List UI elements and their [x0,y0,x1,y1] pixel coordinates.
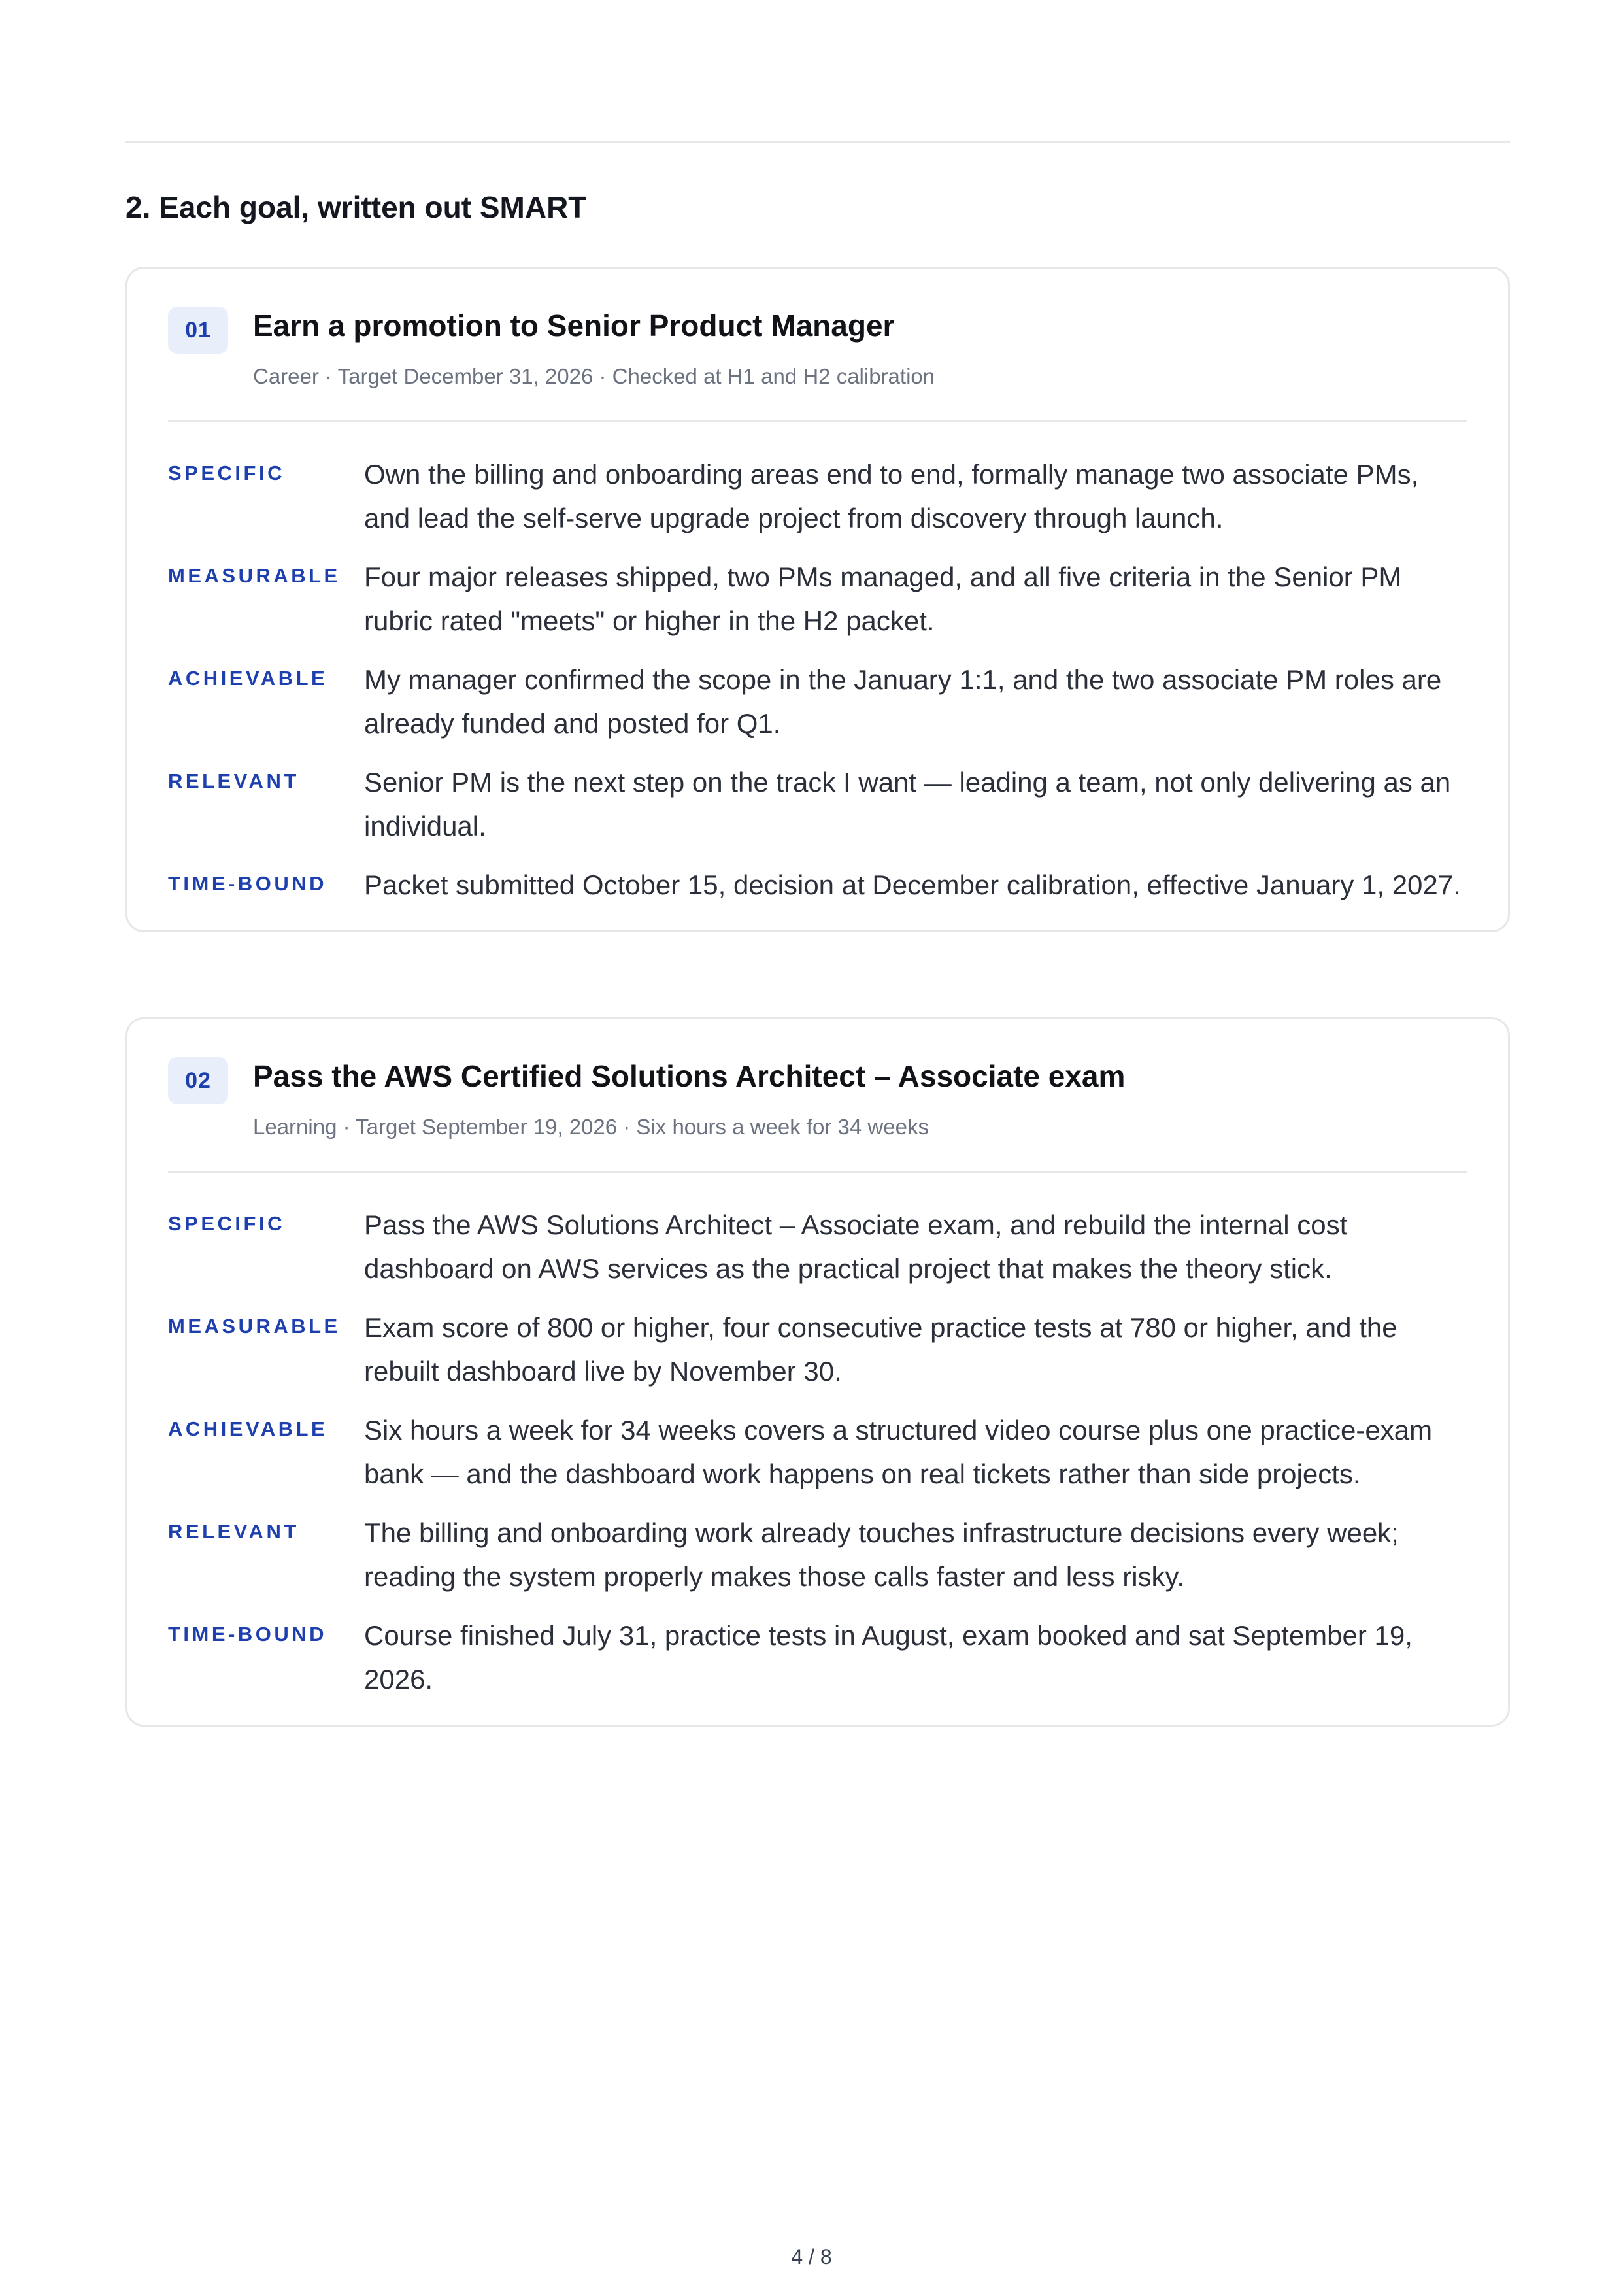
goal-number-badge: 02 [168,1057,228,1104]
criterion-specific [168,452,1467,540]
goal-title: Earn a promotion to Senior Product Manager [253,309,895,343]
criterion-label: MEASURABLE [168,564,341,587]
criterion-text: Own the billing and onboarding areas end to end, formally manage two associate PMs, and lead the self-serve upgrade project from discovery through launch. [364,459,1419,533]
top-divider [125,141,1510,143]
criterion-text: Six hours a week for 34 weeks covers a structured video course plus one practice-exam bank — and the dashboard work happens on real tickets rather than side projects. [364,1415,1433,1489]
criterion-text: Course finished July 31, practice tests in August, exam booked and sat September 19, 2026. [364,1620,1413,1695]
criterion-label: MEASURABLE [168,1315,341,1338]
criterion-label: SPECIFIC [168,1212,285,1235]
criterion-time-bound [168,863,1467,907]
criterion-specific [168,1203,1467,1291]
goal-meta: Career · Target December 31, 2026 · Checked at H1 and H2 calibration [253,364,935,388]
goal-header [168,269,1467,422]
criterion-label: RELEVANT [168,1520,299,1543]
criterion-achievable [168,1408,1467,1496]
criterion-label: ACHIEVABLE [168,1417,328,1440]
criterion-text: Four major releases shipped, two PMs managed, and all five criteria in the Senior PM rubric rated "meets" or higher in the H2 packet. [364,562,1402,636]
criterion-relevant [168,1511,1467,1598]
smart-criteria-list [168,1173,1467,1725]
page-number: 4 / 8 [791,2245,832,2269]
criterion-achievable [168,658,1467,745]
criterion-label: RELEVANT [168,769,299,792]
criterion-text: Senior PM is the next step on the track I want — leading a team, not only delivering as an individual. [364,767,1451,841]
goal-card-promotion [125,267,1510,932]
criterion-text: Exam score of 800 or higher, four consecutive practice tests at 780 or higher, and the rebuilt dashboard live by November 30. [364,1312,1397,1387]
criterion-text: Packet submitted October 15, decision at December calibration, effective January 1, 2027. [364,869,1461,900]
goal-header [168,1019,1467,1173]
goal-card-aws-exam [125,1017,1510,1727]
criterion-measurable [168,1306,1467,1393]
criterion-text: The billing and onboarding work already touches infrastructure decisions every week; reading the system properly makes those calls faster and less risky. [364,1517,1399,1592]
goal-number-badge: 01 [168,307,228,354]
goal-meta: Learning · Target September 19, 2026 · Six hours a week for 34 weeks [253,1115,929,1139]
criterion-measurable [168,555,1467,643]
criterion-text: My manager confirmed the scope in the January 1:1, and the two associate PM roles are already funded and posted for Q1. [364,664,1442,739]
criterion-label: ACHIEVABLE [168,667,328,690]
criterion-text: Pass the AWS Solutions Architect – Associate exam, and rebuild the internal cost dashboard on AWS services as the practical project that makes the theory stick. [364,1209,1348,1284]
goal-title: Pass the AWS Certified Solutions Architect – Associate exam [253,1059,1126,1093]
criterion-label: TIME-BOUND [168,1623,327,1646]
criterion-time-bound [168,1613,1467,1701]
criterion-relevant [168,760,1467,848]
criterion-label: SPECIFIC [168,462,285,484]
criterion-label: TIME-BOUND [168,872,327,895]
smart-criteria-list [168,422,1467,930]
section-title: 2. Each goal, written out SMART [125,190,587,224]
